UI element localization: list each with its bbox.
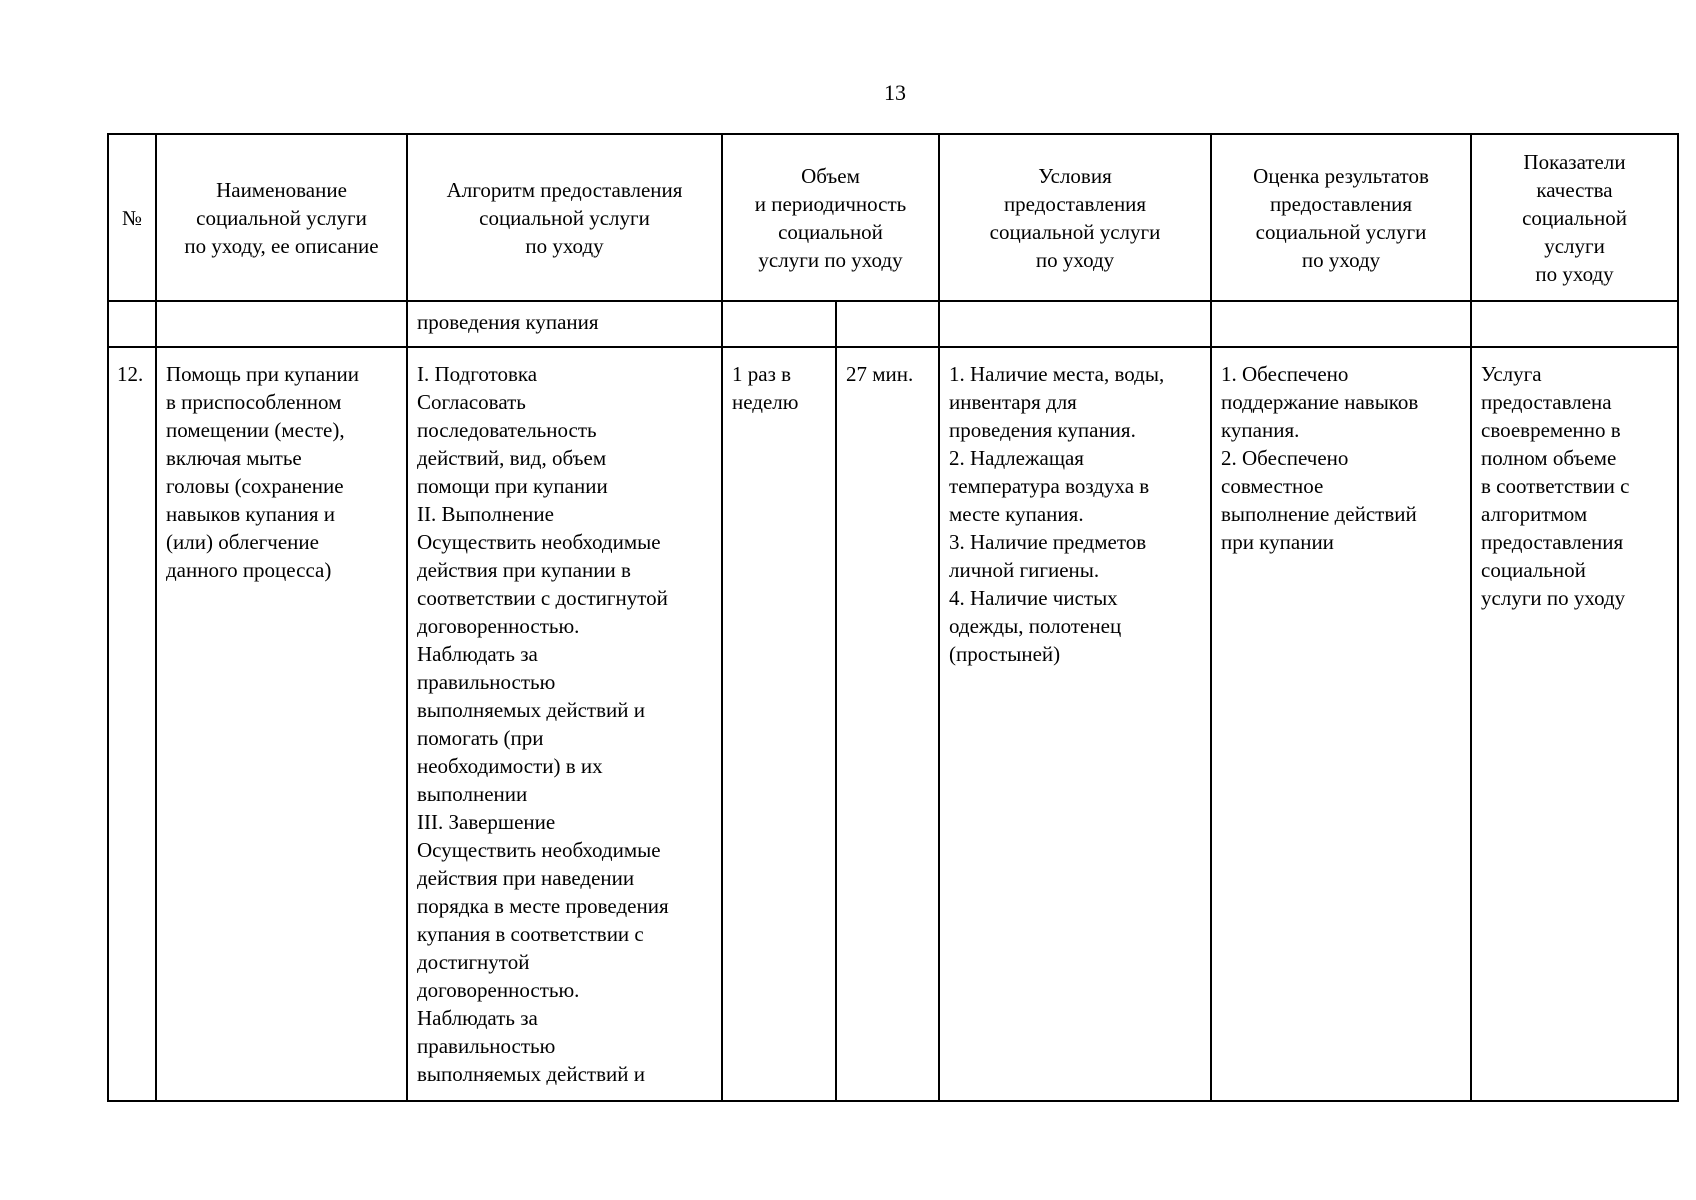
cell-line: (или) облегчение xyxy=(166,530,319,554)
cell-line: выполняемых действий и xyxy=(417,1062,645,1086)
cell-line: инвентаря для xyxy=(949,390,1077,414)
continuation-algorithm-text: проведения купания xyxy=(407,301,722,347)
cell-line: необходимости) в их xyxy=(417,754,603,778)
cell-line: данного процесса) xyxy=(166,558,332,582)
row-number: 12. xyxy=(108,347,156,1101)
cell-line: Осуществить необходимые xyxy=(417,530,661,554)
header-quality: Показатели качества социальной услуги по уходу xyxy=(1471,134,1678,301)
cell-line: помещении (месте), xyxy=(166,418,345,442)
cell-line: неделю xyxy=(732,390,799,414)
duration-cell: 27 мин. xyxy=(836,347,939,1101)
cell-line: выполнение действий xyxy=(1221,502,1417,526)
cell-line: в приспособленном xyxy=(166,390,342,414)
cell-line: Помощь при купании xyxy=(166,362,359,386)
cell-line: 4. Наличие чистых xyxy=(949,586,1118,610)
cell-line: 2. Обеспечено xyxy=(1221,446,1349,470)
header-volume: Объем и периодичность социальной услуги по уходу xyxy=(722,134,939,301)
cell-line: своевременно в xyxy=(1481,418,1621,442)
table-row xyxy=(108,347,1678,1101)
cell-line: купания. xyxy=(1221,418,1300,442)
cell-line: действий, вид, объем xyxy=(417,446,607,470)
header-algorithm: Алгоритм предоставления социальной услуги по уходу xyxy=(407,134,722,301)
cell-line: выполнении xyxy=(417,782,528,806)
cell-line: в соответствии с xyxy=(1481,474,1630,498)
cell-line: правильностью xyxy=(417,1034,556,1058)
cell-line: головы (сохранение xyxy=(166,474,344,498)
cell-line: поддержание навыков xyxy=(1221,390,1419,414)
cell-line: помогать (при xyxy=(417,726,544,750)
cell-line: Согласовать xyxy=(417,390,526,414)
cell-line: II. Выполнение xyxy=(417,502,554,526)
header-evaluation: Оценка результатов предоставления социальной услуги по уходу xyxy=(1211,134,1471,301)
cell-line: действия при купании в xyxy=(417,558,631,582)
conditions-cell xyxy=(939,347,1211,1101)
cell-line: при купании xyxy=(1221,530,1334,554)
cell-line: социальной xyxy=(1481,558,1586,582)
cell-line: месте купания. xyxy=(949,502,1084,526)
cell-line: Наблюдать за xyxy=(417,642,538,666)
header-conditions: Условия предоставления социальной услуги по уходу xyxy=(939,134,1211,301)
continuation-row xyxy=(108,301,1678,347)
cell-line: договоренностью. xyxy=(417,978,580,1002)
evaluation-cell xyxy=(1211,347,1471,1101)
cell-line: выполняемых действий и xyxy=(417,698,645,722)
cell-line: совместное xyxy=(1221,474,1324,498)
cell-line: III. Завершение xyxy=(417,810,556,834)
cell-line: порядка в месте проведения xyxy=(417,894,669,918)
periodicity-cell xyxy=(722,347,836,1101)
cell-line: (простыней) xyxy=(949,642,1061,666)
cell-line: 2. Надлежащая xyxy=(949,446,1084,470)
cell-line: навыков купания и xyxy=(166,502,335,526)
cell-line: одежды, полотенец xyxy=(949,614,1122,638)
cell-line: 3. Наличие предметов xyxy=(949,530,1147,554)
cell-line: Осуществить необходимые xyxy=(417,838,661,862)
cell-line: Наблюдать за xyxy=(417,1006,538,1030)
cell-line: личной гигиены. xyxy=(949,558,1100,582)
cell-line: температура воздуха в xyxy=(949,474,1150,498)
page-number: 13 xyxy=(884,80,906,105)
cell-line: алгоритмом xyxy=(1481,502,1588,526)
cell-line: 1 раз в xyxy=(732,362,792,386)
cell-line: помощи при купании xyxy=(417,474,608,498)
cell-line: I. Подготовка xyxy=(417,362,538,386)
cell-line: 1. Обеспечено xyxy=(1221,362,1349,386)
cell-line: 1. Наличие места, воды, xyxy=(949,362,1165,386)
cell-line: предоставления xyxy=(1481,530,1624,554)
cell-line: соответствии с достигнутой xyxy=(417,586,668,610)
cell-line: последовательность xyxy=(417,418,597,442)
quality-cell xyxy=(1471,347,1678,1101)
cell-line: Услуга xyxy=(1481,362,1542,386)
cell-line: полном объеме xyxy=(1481,446,1617,470)
cell-line: проведения купания. xyxy=(949,418,1136,442)
services-table xyxy=(107,133,1679,1102)
cell-line: правильностью xyxy=(417,670,556,694)
cell-line: действия при наведении xyxy=(417,866,635,890)
service-name-cell xyxy=(156,347,407,1101)
header-number: № xyxy=(108,134,156,301)
cell-line: договоренностью. xyxy=(417,614,580,638)
cell-line: купания в соответствии с xyxy=(417,922,644,946)
header-name: Наименование социальной услуги по уходу, ее описание xyxy=(156,134,407,301)
cell-line: достигнутой xyxy=(417,950,530,974)
header-row xyxy=(108,134,1678,301)
cell-line: включая мытье xyxy=(166,446,302,470)
cell-line: предоставлена xyxy=(1481,390,1612,414)
cell-line: услуги по уходу xyxy=(1481,586,1626,610)
algorithm-cell xyxy=(407,347,722,1101)
